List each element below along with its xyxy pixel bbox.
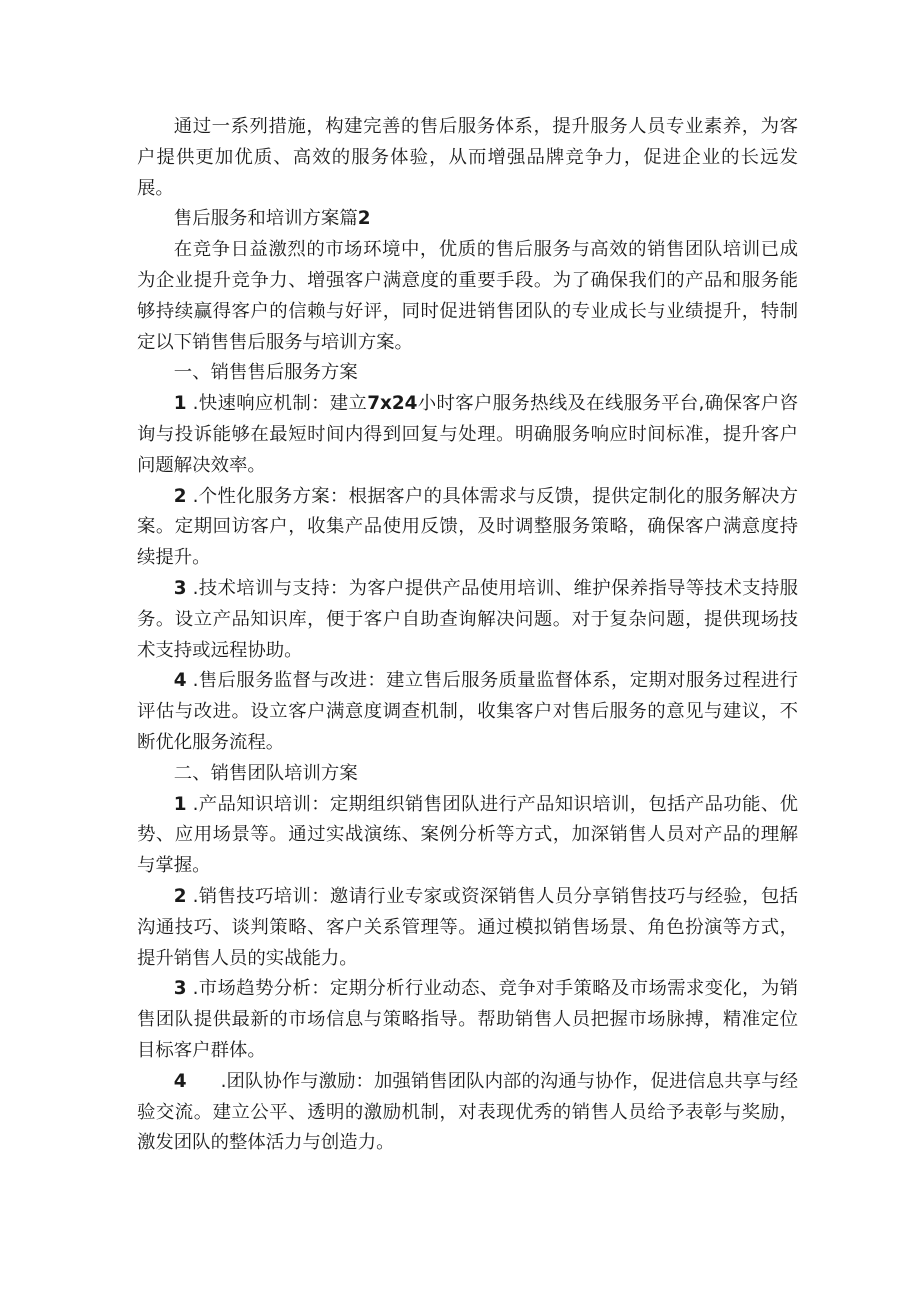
item-number: 3	[173, 978, 187, 1000]
item-text: .售后服务监督与改进：建立售后服务质量监督体系，定期对服务过程进行评估与改进。设立客户满意度调查机制，收集客户对售后服务的意见与建议，不断优化服务流程。	[137, 670, 798, 753]
item-text-bold: 7x24	[367, 393, 418, 415]
item-number: 4	[173, 670, 187, 692]
intro-paragraph: 通过一系列措施，构建完善的售后服务体系，提升服务人员专业素养，为客户提供更加优质、高效的服务体验，从而增强品牌竞争力，促进企业的长远发展。	[137, 116, 798, 199]
part1-item-1	[137, 389, 798, 481]
item-text: .个性化服务方案：根据客户的具体需求与反馈，提供定制化的服务解决方案。定期回访客户，收集产品使用反馈，及时调整服务策略，确保客户满意度持续提升。	[137, 485, 798, 569]
part1-item-4	[137, 666, 798, 758]
item-number: 1	[173, 793, 187, 815]
item-text: .产品知识培训：定期组织销售团队进行产品知识培训，包括产品功能、优势、应用场景等。通过实战演练、案例分析等方式，加深销售人员对产品的理解与掌握。	[137, 793, 798, 877]
item-text: .销售技巧培训：邀请行业专家或资深销售人员分享销售技巧与经验，包括沟通技巧、谈判策略、客户关系管理等。通过模拟销售场景、角色扮演等方式，提升销售人员的实战能力。	[137, 885, 798, 969]
part1-item-2	[137, 482, 798, 574]
section-title-number: 2	[357, 208, 371, 230]
section-intro-paragraph: 在竞争日益激烈的市场环境中，优质的售后服务与高效的销售团队培训已成为企业提升竞争力、增强客户满意度的重要手段。为了确保我们的产品和服务能够持续赢得客户的信赖与好评，同时促进销售团队的专业成长与业绩提升，特制定以下销售售后服务与培训方案。	[137, 239, 798, 353]
part2-heading: 二、销售团队培训方案	[173, 762, 358, 784]
item-text: .市场趋势分析：定期分析行业动态、竞争对手策略及市场需求变化，为销售团队提供最新的市场信息与策略指导。帮助销售人员把握市场脉搏，精准定位目标客户群体。	[137, 978, 798, 1061]
part1-heading: 一、销售售后服务方案	[173, 362, 358, 384]
item-number: 2	[173, 485, 187, 507]
item-number: 3	[173, 577, 187, 599]
part2-item-2	[137, 882, 798, 974]
part2-item-4	[137, 1067, 798, 1159]
part2-item-1	[137, 790, 798, 882]
item-text: .快速响应机制：建立	[192, 393, 368, 415]
section-title	[137, 204, 798, 235]
item-text: .团队协作与激励：加强销售团队内部的沟通与协作，促进信息共享与经验交流。建立公平、透明的激励机制，对表现优秀的销售人员给予表彰与奖励，激发团队的整体活力与创造力。	[137, 1070, 798, 1154]
item-number: 1	[173, 393, 187, 415]
item-number: 4	[173, 1070, 187, 1092]
item-text: .技术培训与支持：为客户提供产品使用培训、维护保养指导等技术支持服务。设立产品知识库，便于客户自助查询解决问题。对于复杂问题，提供现场技术支持或远程协助。	[137, 577, 798, 661]
item-text: 小时客户服务热线及在线服务平台,确保客户咨询与投诉能够在最短时间内得到回复与处理。明确服务响应时间标准，提升客户问题解决效率。	[137, 393, 798, 476]
section-title-text: 售后服务和培训方案篇	[173, 208, 358, 230]
part2-item-3	[137, 974, 798, 1066]
item-number: 2	[173, 885, 187, 907]
part1-item-3	[137, 574, 798, 666]
